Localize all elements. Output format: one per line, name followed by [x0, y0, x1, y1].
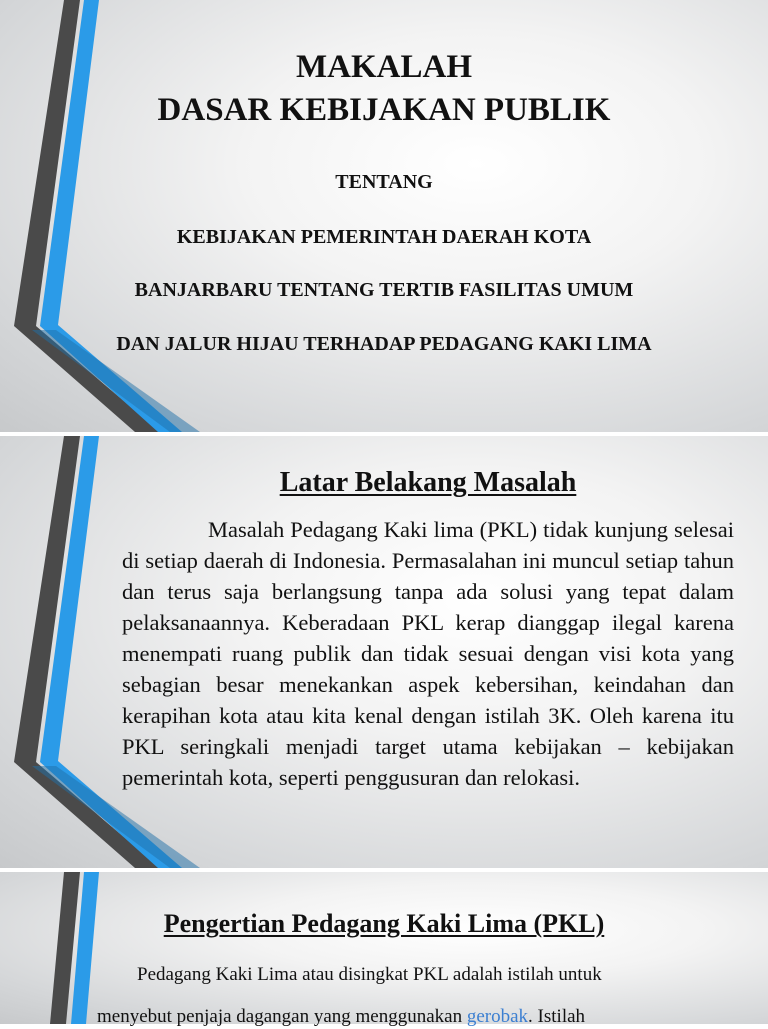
subtitle-line: DAN JALUR HIJAU TERHADAP PEDAGANG KAKI LIMA [116, 333, 652, 355]
subtitle-line: TENTANG [335, 171, 433, 193]
section-heading: Pengertian Pedagang Kaki Lima (PKL) [163, 909, 605, 938]
subtitle-line: BANJARBARU TENTANG TERTIB FASILITAS UMUM [134, 279, 634, 301]
body-line [97, 1005, 585, 1029]
body-text: . Istilah [528, 1006, 586, 1027]
title-line: DASAR KEBIJAKAN PUBLIK [157, 92, 611, 128]
slide-definition [0, 872, 768, 1024]
body-text: menyebut penjaja dagangan yang menggunakan [97, 1006, 467, 1027]
slide-title [0, 0, 768, 432]
slide-decoration [0, 872, 768, 1024]
body-paragraph: Masalah Pedagang Kaki lima (PKL) tidak kunjung selesai di setiap daerah di Indonesia. Permasalahan ini muncul setiap tahun dan terus saja berlangsung tanpa ada solusi yang tepat dalam pelaksanaannya. Keberadaan PKL kerap dianggap ilegal karena menempati ruang publik dan tidak sesuai dengan visi kota yang sebagian besar menekankan aspek kebersihan, keindahan dan kerapihan kota atau kita kenal dengan istilah 3K. Oleh karena itu PKL seringkali menjadi target utama kebijakan – kebijakan pemerintah kota, seperti penggusuran dan relokasi. [122, 517, 734, 790]
page-title [0, 46, 768, 132]
gerobak-link[interactable]: gerobak [466, 1006, 529, 1027]
title-line: MAKALAH [296, 49, 472, 85]
body-line: Pedagang Kaki Lima atau disingkat PKL adalah istilah untuk [137, 964, 602, 985]
section-heading: Latar Belakang Masalah [279, 467, 577, 498]
subtitle-line: KEBIJAKAN PEMERINTAH DAERAH KOTA [176, 226, 592, 248]
